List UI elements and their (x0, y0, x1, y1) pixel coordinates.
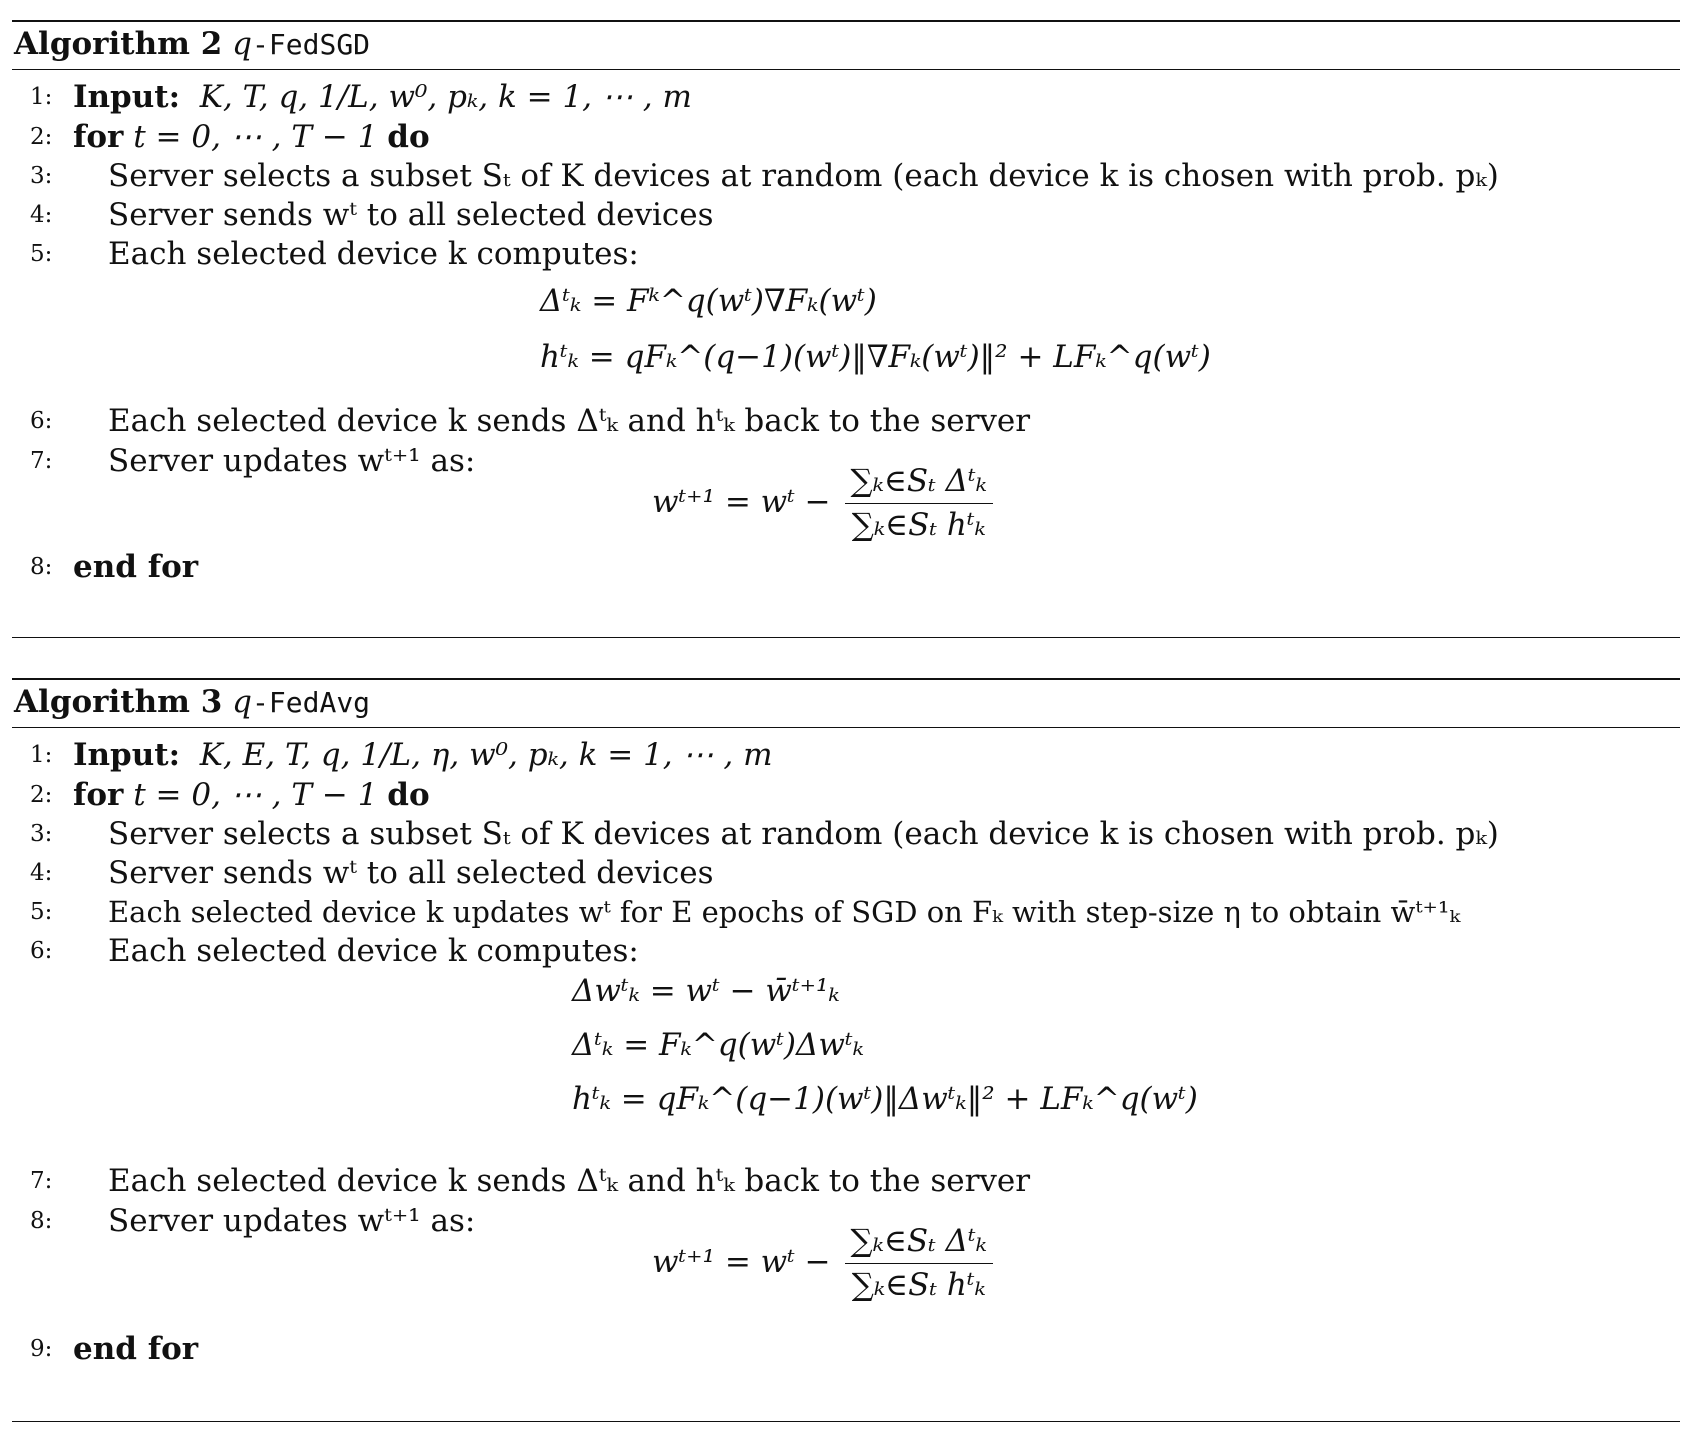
step-text: Server sends wᵗ to all selected devices (108, 855, 714, 891)
line-number: 7: (30, 1168, 53, 1194)
algorithm-2-box (12, 20, 1680, 638)
algorithm-name: -FedSGD (252, 28, 371, 61)
top-rule (12, 20, 1680, 22)
step-text: Each selected device k updates wᵗ for E epochs of SGD on Fₖ with step-size η to obtain w̄ᵗ⁺¹ₖ (108, 895, 1461, 929)
update-lhs: wᵗ⁺¹ = wᵗ − (652, 1244, 831, 1280)
line-number: 6: (30, 408, 53, 434)
equation-delta: Δᵗₖ = Fᵏ^q(wᵗ)∇Fₖ(wᵗ) (540, 283, 877, 319)
algorithm-title (14, 684, 370, 720)
keyword-do: do (387, 777, 430, 813)
line-number: 4: (30, 202, 53, 228)
line-number: 8: (30, 554, 53, 580)
keyword-end-for: end for (73, 549, 199, 585)
line-number: 2: (30, 782, 53, 808)
keyword-end-for: end for (73, 1331, 199, 1367)
equation-update (652, 463, 997, 543)
keyword-for: for (73, 777, 124, 813)
title-rule (12, 69, 1680, 70)
input-list: K, T, q, 1/L, w⁰, pₖ, k = 1, ⋯ , m (199, 79, 692, 115)
equation-delta: Δᵗₖ = Fₖ^q(wᵗ)Δwᵗₖ (572, 1027, 864, 1063)
loop-range: t = 0, ⋯ , T − 1 (133, 119, 378, 155)
line-number: 3: (30, 821, 53, 847)
line-number: 5: (30, 899, 53, 925)
algorithm-label: Algorithm 2 (14, 26, 223, 62)
equation-h: hᵗₖ = qFₖ^(q−1)(wᵗ)‖∇Fₖ(wᵗ)‖² + LFₖ^q(wᵗ) (540, 339, 1211, 375)
line-number: 7: (30, 448, 53, 474)
fraction-numerator: ∑ₖ∈Sₜ Δᵗₖ (845, 1226, 993, 1264)
step-text: Each selected device k sends Δᵗₖ and hᵗₖ back to the server (108, 403, 1031, 439)
fraction-denominator: ∑ₖ∈Sₜ hᵗₖ (851, 507, 986, 543)
step-text: Server sends wᵗ to all selected devices (108, 197, 714, 233)
algorithm-name-q: q (232, 684, 253, 720)
keyword-input: Input: (73, 79, 181, 115)
line-number: 8: (30, 1208, 53, 1234)
step-content (73, 79, 692, 115)
algorithm-label: Algorithm 3 (14, 684, 223, 720)
line-number: 1: (30, 742, 53, 768)
step-text: Server selects a subset Sₜ of K devices at random (each device k is chosen with prob. pₖ) (108, 158, 1499, 194)
line-number: 2: (30, 124, 53, 150)
equation-update (652, 1223, 997, 1303)
loop-range: t = 0, ⋯ , T − 1 (133, 777, 378, 813)
line-number: 6: (30, 938, 53, 964)
step-content (73, 777, 430, 813)
input-list: K, E, T, q, 1/L, η, w⁰, pₖ, k = 1, ⋯ , m (199, 737, 773, 773)
step-text: Server updates wᵗ⁺¹ as: (108, 443, 476, 479)
title-rule (12, 727, 1680, 728)
algorithm-name-q: q (232, 26, 253, 62)
top-rule (12, 678, 1680, 680)
line-number: 4: (30, 860, 53, 886)
step-text: Each selected device k computes: (108, 236, 639, 272)
keyword-for: for (73, 119, 124, 155)
line-number: 1: (30, 84, 53, 110)
step-text: Each selected device k computes: (108, 933, 639, 969)
algorithm-title (14, 26, 370, 62)
equation-h: hᵗₖ = qFₖ^(q−1)(wᵗ)‖Δwᵗₖ‖² + LFₖ^q(wᵗ) (572, 1081, 1198, 1117)
step-text: Server updates wᵗ⁺¹ as: (108, 1203, 476, 1239)
update-fraction (845, 463, 993, 543)
step-content (73, 119, 430, 155)
step-text: Each selected device k sends Δᵗₖ and hᵗₖ back to the server (108, 1163, 1031, 1199)
step-content (73, 737, 773, 773)
update-fraction (845, 1223, 993, 1303)
algorithm-name: -FedAvg (252, 686, 371, 719)
bottom-rule (12, 1421, 1680, 1422)
algorithm-3-box (12, 678, 1680, 1422)
line-number: 5: (30, 241, 53, 267)
line-number: 3: (30, 163, 53, 189)
line-number: 9: (30, 1336, 53, 1362)
bottom-rule (12, 637, 1680, 638)
equation-delta-w: Δwᵗₖ = wᵗ − w̄ᵗ⁺¹ₖ (572, 973, 840, 1009)
step-text: Server selects a subset Sₜ of K devices at random (each device k is chosen with prob. pₖ) (108, 816, 1499, 852)
fraction-denominator: ∑ₖ∈Sₜ hᵗₖ (851, 1267, 986, 1303)
update-lhs: wᵗ⁺¹ = wᵗ − (652, 484, 831, 520)
keyword-input: Input: (73, 737, 181, 773)
fraction-numerator: ∑ₖ∈Sₜ Δᵗₖ (845, 466, 993, 504)
keyword-do: do (387, 119, 430, 155)
